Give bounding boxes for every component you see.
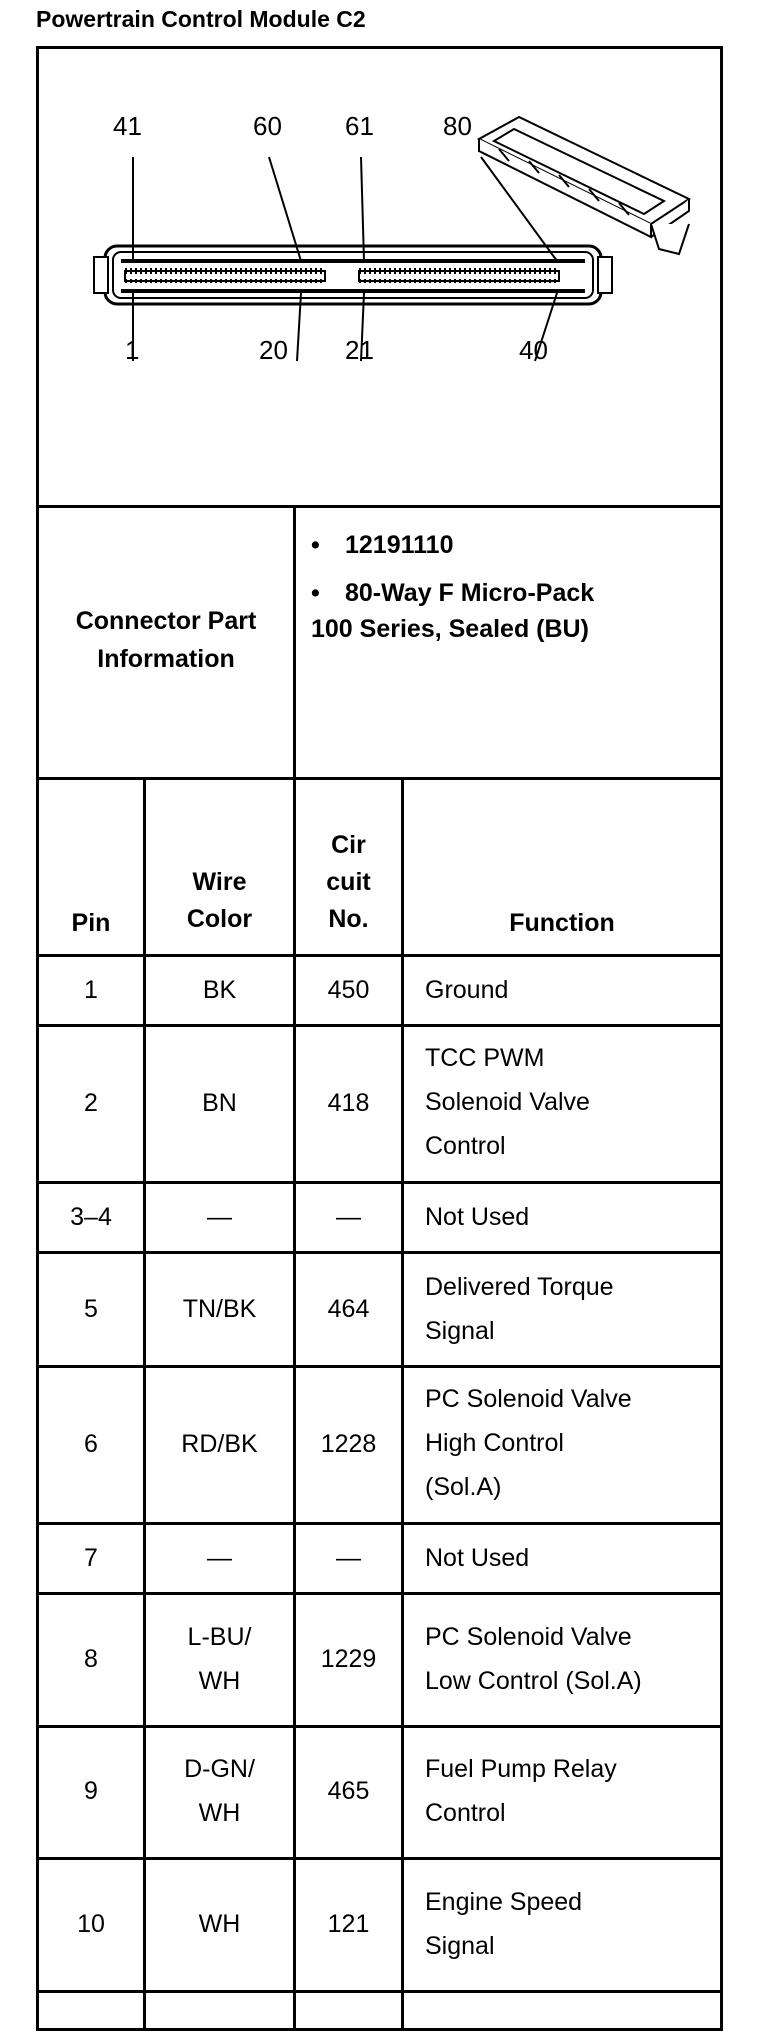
- row-5-function: [425, 1377, 715, 1509]
- row-5-circuit: 1228: [320, 1430, 377, 1458]
- color-line: WH: [198, 1799, 241, 1827]
- header-wire-color: [146, 864, 293, 938]
- divider: [39, 1857, 720, 1860]
- row-3-pin: 3–4: [70, 1203, 112, 1231]
- function-line: Control: [425, 1799, 506, 1827]
- pin-label-61: 61: [345, 111, 374, 141]
- row-2-function: [425, 1036, 715, 1168]
- bullet-icon: •: [311, 579, 320, 607]
- row-2-pin: 2: [84, 1089, 98, 1117]
- row-8-color: [146, 1747, 293, 1835]
- pin-label-80: 80: [443, 111, 472, 141]
- row-7-circuit: 1229: [320, 1645, 377, 1673]
- row-8-circuit: 465: [327, 1777, 370, 1805]
- row-6-color: —: [207, 1544, 232, 1572]
- row-8-function: [425, 1747, 715, 1835]
- header-line: cuit: [326, 868, 371, 896]
- divider: [39, 1592, 720, 1595]
- row-1-color: BK: [202, 976, 237, 1004]
- divider: [39, 1365, 720, 1368]
- function-line: Fuel Pump Relay: [425, 1755, 617, 1783]
- connector-info-label-line: Information: [97, 645, 235, 673]
- color-line: L-BU/: [187, 1623, 252, 1651]
- function-line: Signal: [425, 1317, 495, 1345]
- row-7-color: [146, 1615, 293, 1703]
- row-3-function: Not Used: [425, 1203, 530, 1231]
- function-line: High Control: [425, 1429, 564, 1457]
- connector-perspective-icon: [479, 117, 689, 254]
- row-4-function: [425, 1265, 715, 1353]
- connector-table: [36, 46, 723, 2031]
- part-number: 12191110: [345, 531, 454, 559]
- pin-label-20: 20: [259, 335, 288, 365]
- row-9-color: WH: [198, 1910, 241, 1938]
- row-7-function: [425, 1615, 715, 1703]
- divider: [39, 1990, 720, 1993]
- function-line: Control: [425, 1132, 506, 1160]
- color-line: WH: [198, 1667, 241, 1695]
- divider: [39, 1251, 720, 1254]
- function-line: PC Solenoid Valve: [425, 1623, 632, 1651]
- header-pin: Pin: [71, 909, 111, 937]
- divider: [39, 1522, 720, 1525]
- pin-label-40: 40: [519, 335, 548, 365]
- connector-diagram: [39, 49, 720, 504]
- divider: [39, 1024, 720, 1027]
- function-line: PC Solenoid Valve: [425, 1385, 632, 1413]
- row-3-circuit: —: [336, 1203, 361, 1231]
- row-9-function: [425, 1880, 715, 1968]
- divider: [39, 505, 720, 508]
- row-1-function: Ground: [425, 976, 509, 1004]
- function-line: Engine Speed: [425, 1888, 583, 1916]
- row-2-color: BN: [202, 1089, 237, 1117]
- pin-label-60: 60: [253, 111, 282, 141]
- header-line: Color: [186, 905, 253, 933]
- row-5-color: RD/BK: [181, 1430, 258, 1458]
- row-6-circuit: —: [336, 1544, 361, 1572]
- pin-label-1: 1: [125, 335, 140, 365]
- connector-series: 100 Series, Sealed (BU): [311, 615, 589, 643]
- divider: [39, 954, 720, 957]
- divider: [39, 777, 720, 780]
- row-3-color: —: [207, 1203, 232, 1231]
- function-line: Low Control (Sol.A): [425, 1667, 642, 1695]
- pin-label-21: 21: [345, 335, 374, 365]
- header-line: Cir: [331, 831, 366, 859]
- row-1-circuit: 450: [327, 976, 370, 1004]
- divider: [39, 1181, 720, 1184]
- function-line: Delivered Torque: [425, 1273, 614, 1301]
- row-4-pin: 5: [84, 1295, 98, 1323]
- connector-type: 80-Way F Micro-Pack: [345, 579, 595, 607]
- row-5-pin: 6: [84, 1430, 98, 1458]
- row-1-pin: 1: [84, 976, 98, 1004]
- divider: [39, 1725, 720, 1728]
- row-6-pin: 7: [84, 1544, 98, 1572]
- connector-info-label: [39, 602, 293, 678]
- function-line: (Sol.A): [425, 1473, 502, 1501]
- bullet-icon: •: [311, 531, 320, 559]
- divider: [401, 780, 404, 2031]
- row-6-function: Not Used: [425, 1544, 530, 1572]
- header-line: No.: [328, 905, 369, 933]
- row-9-circuit: 121: [327, 1910, 370, 1938]
- row-4-color: TN/BK: [182, 1295, 257, 1323]
- row-4-circuit: 464: [327, 1295, 370, 1323]
- function-line: Solenoid Valve: [425, 1088, 590, 1116]
- pin-label-41: 41: [113, 111, 142, 141]
- row-8-pin: 9: [84, 1777, 98, 1805]
- header-function: Function: [509, 909, 615, 937]
- connector-info-label-line: Connector Part: [75, 607, 257, 635]
- function-line: TCC PWM: [425, 1044, 545, 1072]
- page-title: Powertrain Control Module C2: [36, 6, 366, 32]
- function-line: Signal: [425, 1932, 495, 1960]
- connector-body-icon: [94, 246, 612, 304]
- connector-info-values: [311, 525, 711, 649]
- row-7-pin: 8: [84, 1645, 98, 1673]
- color-line: D-GN/: [184, 1755, 255, 1783]
- row-9-pin: 10: [77, 1910, 105, 1938]
- header-circuit: [296, 827, 401, 938]
- header-line: Wire: [192, 868, 247, 896]
- row-2-circuit: 418: [327, 1089, 370, 1117]
